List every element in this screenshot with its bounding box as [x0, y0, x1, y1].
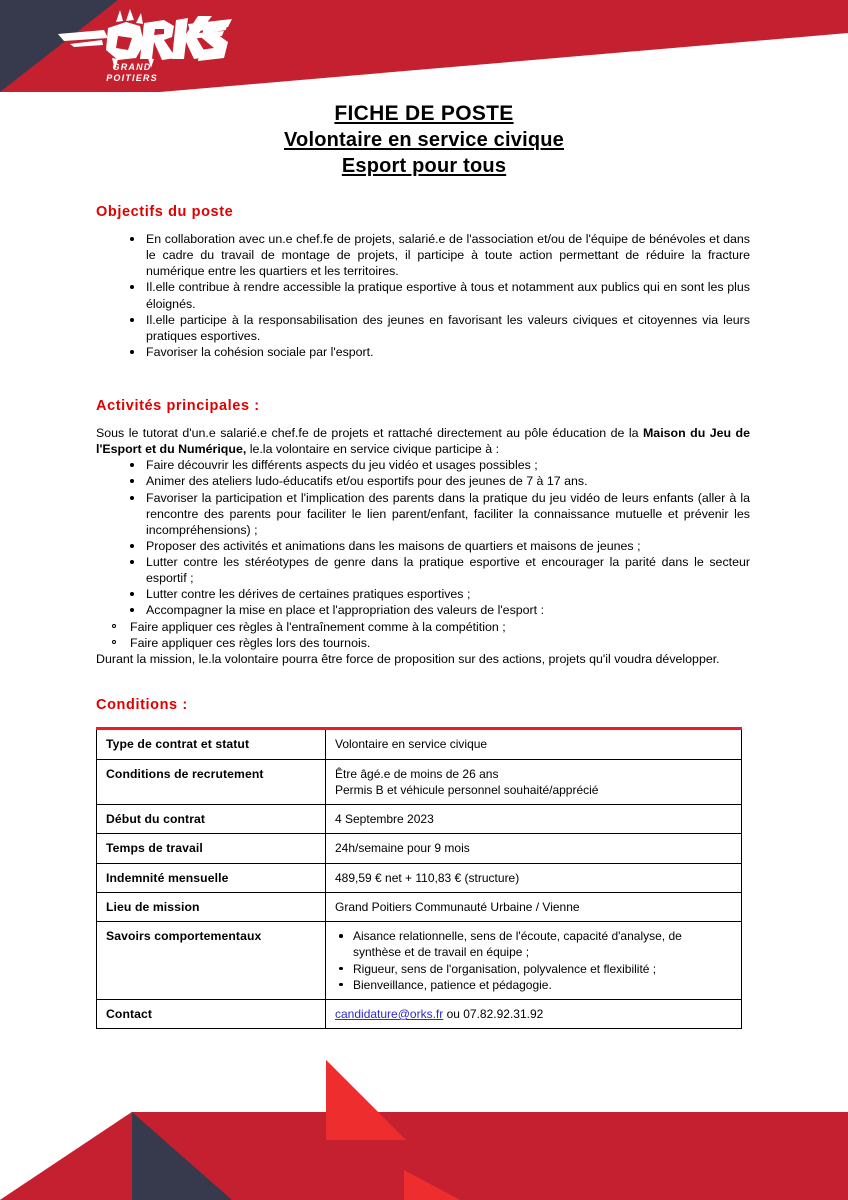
list-item: Animer des ateliers ludo-éducatifs et/ou esportifs pour des jeunes de 7 à 17 ans. [96, 473, 750, 489]
table-row [97, 804, 742, 833]
logo-letter-o [106, 22, 144, 60]
contact-phone-text: ou 07.82.92.31.92 [443, 1007, 544, 1021]
list-item: Il.elle participe à la responsabilisation des jeunes en favorisant les valeurs civiques et citoyennes via leurs pratiques esportives. [96, 312, 750, 344]
contact-email-link[interactable]: candidature@orks.fr [335, 1007, 444, 1021]
row-value [326, 759, 742, 804]
section-activites [96, 398, 750, 667]
table-row [97, 759, 742, 804]
list-item: Lutter contre les stéréotypes de genre dans la pratique esportive et encourager la parité dans le secteur esportif ; [96, 554, 750, 586]
activites-intro-bold: Maison du Jeu de l'Esport et du Numérique, [96, 426, 750, 457]
footer-red-left-wedge [0, 1112, 132, 1200]
footer-accent-triangle-top-2 [326, 1060, 406, 1140]
objectifs-bullet-list [96, 231, 750, 360]
list-item: Favoriser la participation et l'implication des parents dans la pratique du jeu vidéo de leurs enfants (aller à la rencontre des parents pour faciliter le lien parent/enfant, faciliter la connaissance mutuelle et prévenir les incompréhensions) ; [96, 490, 750, 538]
cell-line: Être âgé.e de moins de 26 ans [335, 766, 499, 781]
conditions-table [96, 727, 742, 1029]
logo-spike-3 [136, 13, 143, 24]
list-item: Favoriser la cohésion sociale par l'esport. [96, 344, 750, 360]
page-header-banner [0, 0, 848, 92]
row-label: Lieu de mission [97, 892, 326, 921]
logo-spike-1 [116, 10, 123, 22]
table-row [97, 922, 742, 1000]
conditions-table-wrapper [96, 727, 750, 1029]
cell-line: Grand Poitiers Communauté Urbaine / Vienne [335, 899, 580, 914]
list-item: Lutter contre les dérives de certaines pratiques esportives ; [96, 586, 750, 602]
section-heading-conditions: Conditions : [96, 697, 188, 714]
cell-line: Volontaire en service civique [335, 737, 488, 752]
list-item: Proposer des activités et animations dans les maisons de quartiers et maisons de jeunes ; [96, 538, 750, 554]
row-label: Savoirs comportementaux [97, 922, 326, 1000]
logo-sub-grand: GRAND [112, 62, 152, 72]
orks-logo-mark [56, 4, 236, 84]
document-body [96, 196, 750, 1029]
row-label: Indemnité mensuelle [97, 863, 326, 892]
cell-line: Permis B et véhicule personnel souhaité/apprécié [335, 782, 599, 797]
list-item: Bienveillance, patience et pédagogie. [335, 977, 732, 993]
list-item: Faire découvrir les différents aspects du jeu vidéo et usages possibles ; [96, 457, 750, 473]
logo-wing-left [58, 30, 108, 41]
row-value [326, 863, 742, 892]
table-row [97, 1000, 742, 1029]
section-heading-activites: Activités principales : [96, 398, 260, 414]
section-objectifs [96, 204, 750, 360]
row-value [326, 729, 742, 759]
activites-bullet-list [96, 457, 750, 618]
list-item: Il.elle contribue à rendre accessible la pratique esportive à tous et notamment aux publics qui en sont les plus éloignés. [96, 279, 750, 311]
row-label: Contact [97, 1000, 326, 1029]
list-item: Aisance relationnelle, sens de l'écoute, capacité d'analyse, de synthèse et de travail en équipe ; [335, 928, 732, 960]
savoirs-bullet-list [335, 928, 732, 993]
section-heading-objectifs: Objectifs du poste [96, 204, 234, 220]
logo-spike-2 [126, 9, 134, 21]
document-title-block [0, 100, 848, 179]
list-item: Rigueur, sens de l'organisation, polyvalence et flexibilité ; [335, 961, 732, 977]
list-item: Faire appliquer ces règles à l'entraînement comme à la compétition ; [96, 619, 750, 635]
cell-line: 24h/semaine pour 9 mois [335, 841, 470, 856]
row-label: Conditions de recrutement [97, 759, 326, 804]
table-row [97, 863, 742, 892]
activites-intro-before: Sous le tutorat d'un.e salarié.e chef.fe de projets et rattaché directement au pôle éducation de la [96, 426, 643, 440]
logo-letter-r [140, 20, 176, 60]
list-item: En collaboration avec un.e chef.fe de projets, salarié.e de l'association et/ou de l'équipe de bénévoles et dans le cadre du travail de montage de projets, il participe à toute action permettant de réduire la fracture numérique entre les quartiers et les territoires. [96, 231, 750, 279]
activites-intro-paragraph [96, 425, 750, 457]
cell-line: 489,59 € net + 110,83 € (structure) [335, 870, 520, 885]
row-label: Début du contrat [97, 804, 326, 833]
activites-closing-paragraph: Durant la mission, le.la volontaire pourra être force de proposition sur des actions, projets qu'il voudra développer. [96, 652, 720, 667]
activites-sub-bullet-list [96, 619, 750, 652]
row-value [326, 892, 742, 921]
section-conditions [96, 697, 750, 1029]
page-title: FICHE DE POSTE [334, 102, 514, 125]
row-value [326, 1000, 742, 1029]
table-row [97, 834, 742, 863]
row-value [326, 922, 742, 1000]
row-label: Temps de travail [97, 834, 326, 863]
cell-line: 4 Septembre 2023 [335, 811, 434, 826]
list-item: Accompagner la mise en place et l'appropriation des valeurs de l'esport : [96, 602, 750, 618]
row-value [326, 834, 742, 863]
page-subtitle-2: Esport pour tous [341, 155, 507, 178]
footer-shapes [0, 1060, 848, 1200]
logo-wing-left-2 [70, 40, 103, 47]
page-subtitle-1: Volontaire en service civique [284, 129, 564, 152]
list-item: Faire appliquer ces règles lors des tournois. [96, 635, 750, 651]
orks-logo [56, 4, 236, 84]
logo-sub-poitiers: POITIERS [106, 73, 158, 83]
table-row [97, 892, 742, 921]
page-footer-banner [0, 1060, 848, 1200]
row-label: Type de contrat et statut [97, 729, 326, 759]
row-value [326, 804, 742, 833]
activites-intro-after: le.la volontaire en service civique participe à : [246, 442, 500, 457]
table-row [97, 729, 742, 759]
